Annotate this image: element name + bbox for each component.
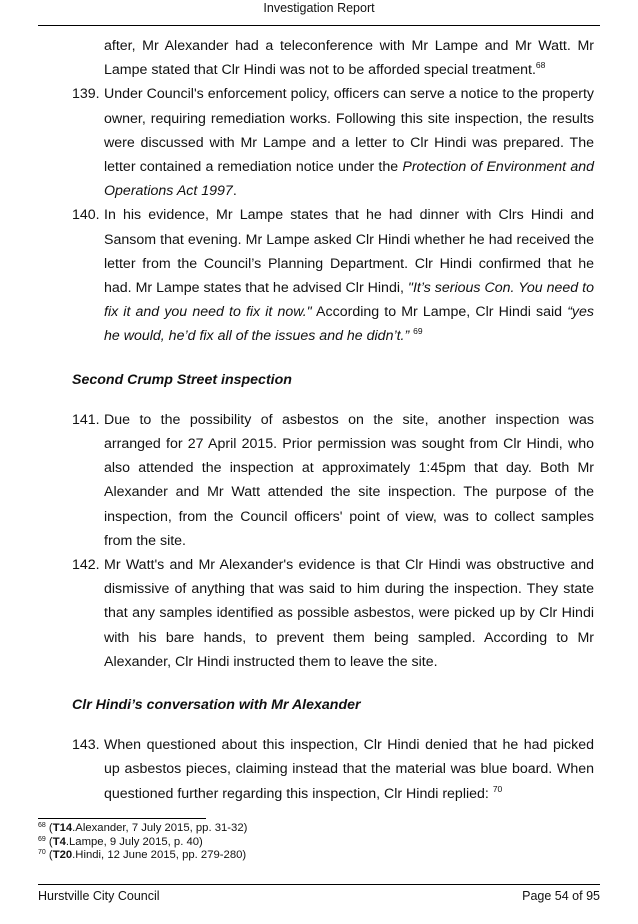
paragraph-text: Mr Watt's and Mr Alexander's evidence is that Clr Hindi was obstructive and dismissive of anything that was said to him during the inspection. They state that any samples identified as possible asbestos, were picked up by Clr Hindi with his bare hands, to prevent them being sampled. According to Mr Alexander, Clr Hindi instructed them to leave the site.	[104, 557, 594, 670]
paragraph-139	[72, 82, 594, 203]
page-number: Page 54 of 95	[522, 889, 600, 903]
paragraph-143	[72, 733, 594, 806]
transcript-ref: T20	[52, 849, 73, 862]
footnote-number: 68	[38, 822, 46, 829]
quote: "It’s serious Con. You need to fix it and you need to fix it now."	[104, 280, 594, 321]
paragraph-text: When questioned about this inspection, Clr Hindi denied that he had picked up asbestos pieces, claiming instead that the material was blue board. When questioned further regarding this inspection, Clr Hindi replied:	[104, 737, 594, 802]
footnote-number: 69	[38, 835, 46, 843]
paragraph-number: 143.	[72, 737, 100, 754]
act-title: Protection of Environment and Operations Act 1997	[104, 159, 594, 200]
footnote: $^{68}$ (T14.Alexander, 7 July 2015, pp. 31-32)	[38, 822, 248, 834]
paragraph-text: after, Mr Alexander had a teleconference with Mr Lampe and Mr Watt. Mr Lampe stated that Clr Hindi was not to be afforded special treatment.	[104, 38, 594, 79]
footnote-number: 70	[38, 849, 46, 857]
transcript-ref: T4	[52, 835, 66, 848]
paragraph-141	[72, 408, 594, 553]
paragraph-text: Under Council's enforcement policy, officers can serve a notice to the property owner, requiring remediation works. Following this site inspection, the results were discussed with Mr Lampe and a letter to Clr Hindi was prepared. The letter contained a remediation notice under the	[104, 86, 594, 176]
continued-paragraph	[72, 34, 594, 82]
transcript-ref: T14	[52, 822, 73, 834]
footnote: $^{70}$ (T20.Hindi, 12 June 2015, pp. 279-280)	[38, 849, 247, 862]
footnote-text: .Alexander, 7 July 2015, pp. 31-32)	[72, 822, 248, 834]
document-body	[72, 34, 594, 806]
footer-rule	[38, 884, 600, 885]
footnote-text: .Lampe, 9 July 2015, p. 40)	[65, 835, 203, 848]
paragraph-text: In his evidence, Mr Lampe states that he had dinner with Clrs Hindi and Sansom that evening. Mr Lampe asked Clr Hindi whether he had received the letter from the Council’s Planning Department. Clr Hindi confirmed that he had. Mr Lampe states that he advised Clr Hindi,	[104, 207, 594, 297]
paragraph-140	[72, 203, 594, 348]
page-header	[0, 0, 638, 16]
footnote: $^{69}$ (T4.Lampe, 9 July 2015, p. 40)	[38, 835, 203, 848]
header-title: Investigation Report	[263, 1, 375, 15]
section-heading: Second Crump Street inspection	[72, 371, 292, 388]
footnotes	[38, 822, 247, 863]
paragraph-text: Due to the possibility of asbestos on the site, another inspection was arranged for 27 April 2015. Prior permission was sought from Clr Hindi, who also attended the inspection at approximately 1:45pm that day. Both Mr Alexander and Mr Watt attended the site inspection. The purpose of the inspection, from the Council officers' point of view, was to collect samples from the site.	[104, 411, 594, 549]
paragraph-number: 139.	[72, 86, 100, 103]
paragraph-142	[72, 553, 594, 674]
section-heading: Clr Hindi’s conversation with Mr Alexander	[72, 697, 361, 714]
footnote-ref: 70	[492, 783, 503, 794]
footnote-ref: 68	[535, 60, 546, 71]
footnote-text: .Hindi, 12 June 2015, pp. 279-280)	[72, 849, 247, 862]
paragraph-number: 142.	[72, 557, 100, 574]
footnote-rule	[38, 818, 206, 819]
paragraph-number: 141.	[72, 411, 100, 428]
paragraph-text: .	[232, 183, 237, 200]
footnote-ref: 69	[413, 326, 423, 337]
quote: “yes he would, he’d fix all of the issues and he didn’t.”	[104, 304, 594, 345]
paragraph-text: According to Mr Lampe, Clr Hindi said	[311, 304, 568, 321]
paragraph-number: 140.	[72, 207, 100, 224]
header-rule	[38, 25, 600, 26]
footer-organisation: Hurstville City Council	[38, 889, 160, 903]
